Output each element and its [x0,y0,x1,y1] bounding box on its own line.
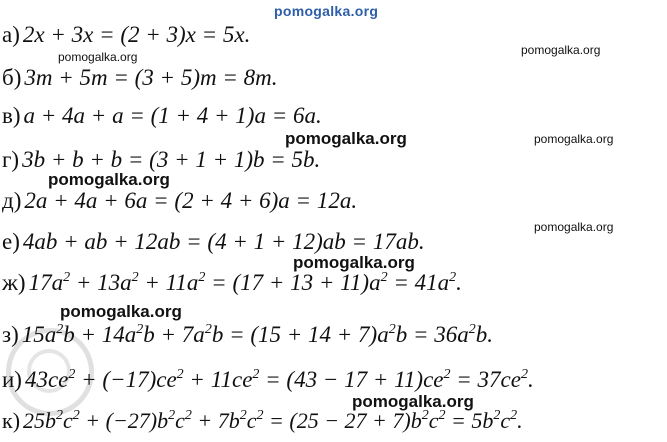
item-label: з) [2,322,19,347]
watermark-top: pomogalka.org [274,3,379,19]
equation-line-zh [2,270,462,296]
expression: 4ab + ab + 12ab = (4 + 1 + 12)ab = 17ab. [22,229,425,254]
item-label: и) [2,367,22,392]
expression: 2x + 3x = (2 + 3)x = 5x. [22,22,251,47]
equation-line-b [2,65,277,91]
watermark: pomogalka.org [534,132,614,146]
equation-line-a [2,22,250,48]
watermark: pomogalka.org [352,392,474,411]
item-label: а) [2,22,20,47]
expression: $43ce^2 + (-17)ce^2 + 11ce^2 = (43 - 17 + 11)ce^2 = 37ce^2$. [24,367,534,392]
expression: $25b^2c^2 + (-27)b^2c^2 + 7b^2c^2 = (25 - 27 + 7)b^2c^2 = 5b^2c^2$. [23,408,523,433]
watermark: pomogalka.org [58,50,138,64]
watermark: pomogalka.org [534,220,614,234]
watermark: pomogalka.org [293,253,415,272]
equation-line-d [2,188,357,214]
item-label: г) [2,147,20,172]
item-label: в) [2,103,21,128]
item-label: е) [2,229,20,254]
equation-line-v [2,103,322,129]
expression: 3m + 5m = (3 + 5)m = 8m. [24,65,278,90]
watermark: pomogalka.org [48,170,170,189]
item-label: б) [2,65,22,90]
expression: $17a^2 + 13a^2 + 11a^2 = (17 + 13 + 11)a^2 = 41a^2$. [28,270,462,295]
watermark: pomogalka.org [60,302,182,321]
expression: 2a + 4a + 6a = (2 + 4 + 6)a = 12a. [24,188,358,213]
equation-line-z [2,322,493,348]
expression: 3b + b + b = (3 + 1 + 1)b = 5b. [22,147,321,172]
expression: a + 4a + a = (1 + 4 + 1)a = 6a. [23,103,322,128]
equation-line-e [2,229,425,255]
equation-line-i [2,367,534,393]
watermark: pomogalka.org [521,43,601,57]
expression: $15a^2b + 14a^2b + 7a^2b = (15 + 14 + 7)a^2b = 36a^2b$. [21,322,493,347]
item-label: ж) [2,270,26,295]
item-label: к) [2,408,21,433]
watermark: pomogalka.org [285,129,407,148]
item-label: д) [2,188,22,213]
